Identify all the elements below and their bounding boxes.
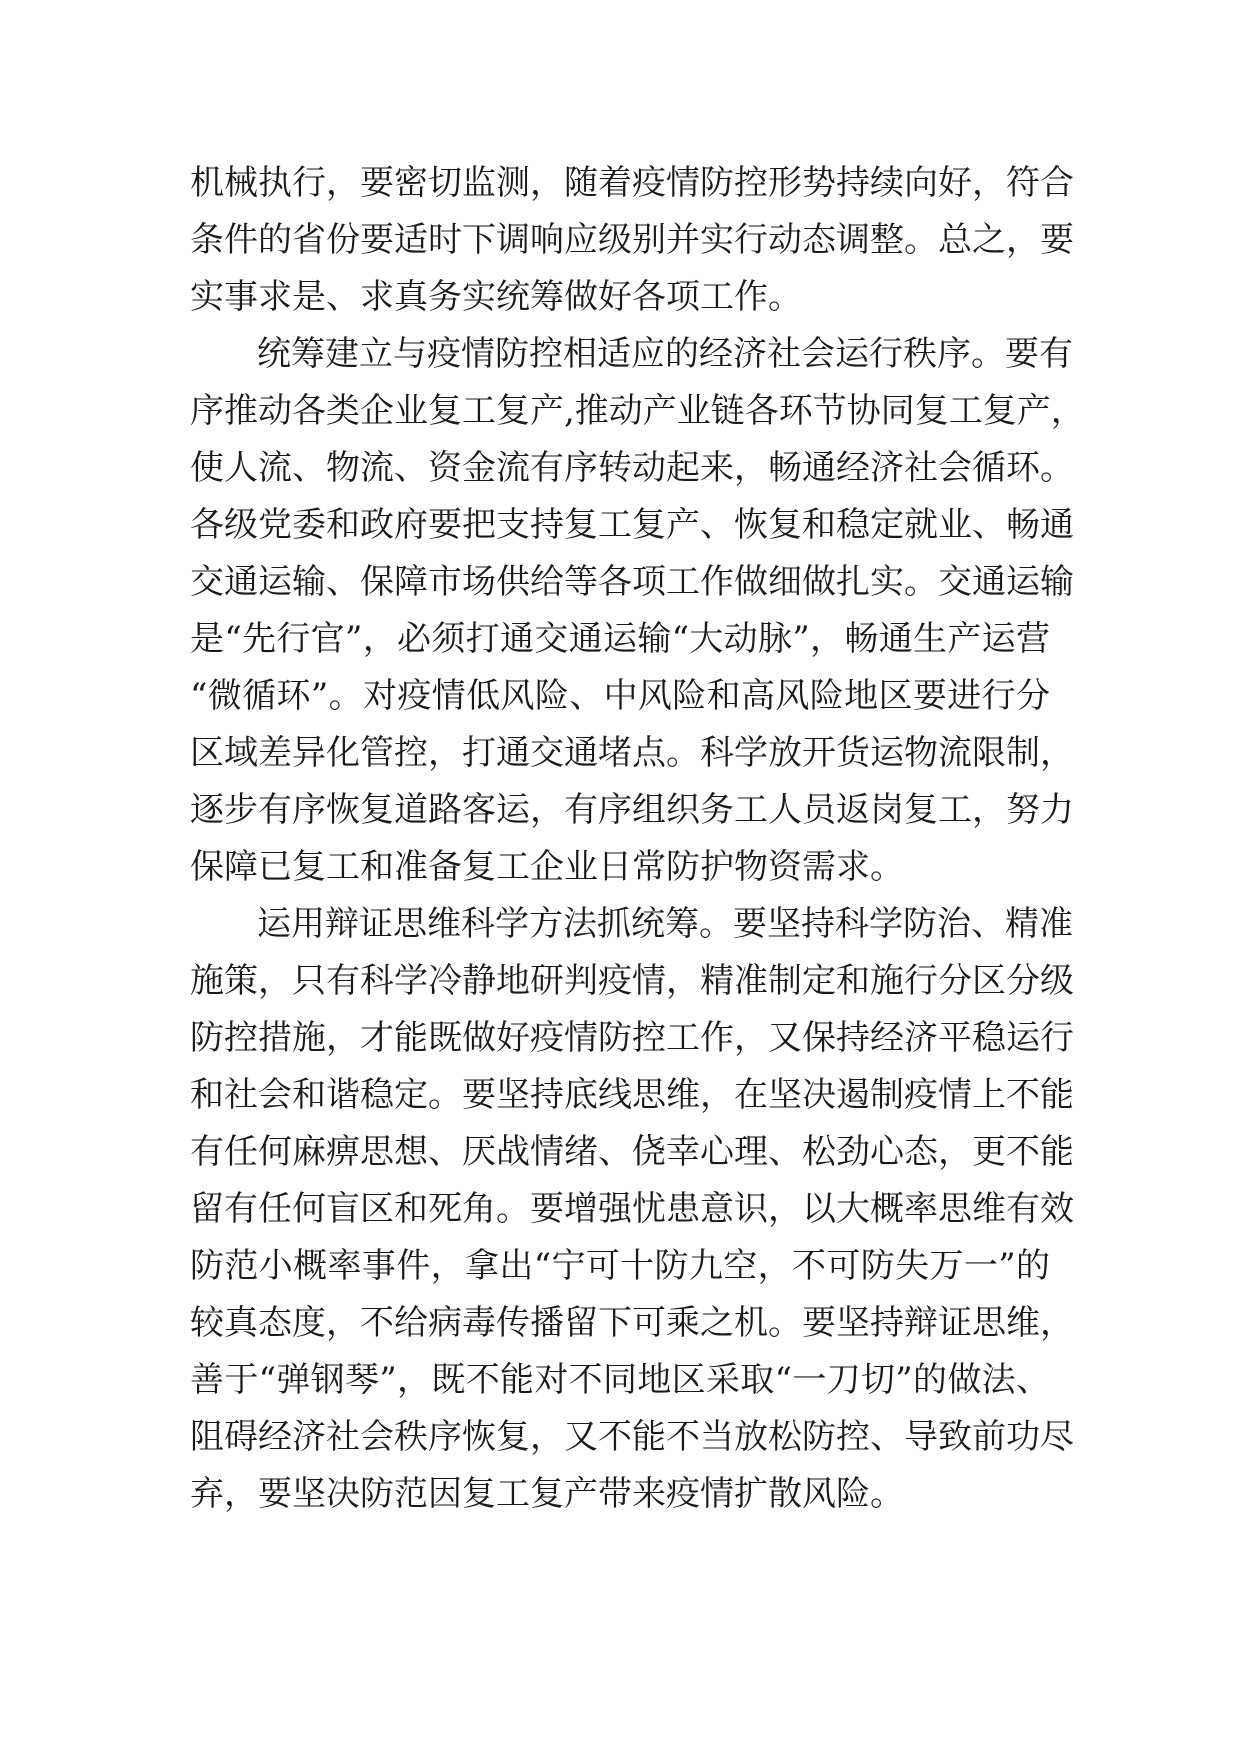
text-line: 和社会和谐稳定。要坚持底线思维，在坚决遏制疫情上不能 bbox=[190, 1075, 1074, 1115]
text-line: 逐步有序恢复道路客运，有序组织务工人员返岗复工，努力 bbox=[190, 790, 1074, 830]
text-line: 使人流、物流、资金流有序转动起来，畅通经济社会循环。 bbox=[190, 448, 1074, 488]
text-line: 条件的省份要适时下调响应级别并实行动态调整。总之，要 bbox=[190, 220, 1074, 260]
text-line: 有任何麻痹思想、厌战情绪、侥幸心理、松劲心态，更不能 bbox=[190, 1132, 1074, 1172]
text-line: 交通运输、保障市场供给等各项工作做细做扎实。交通运输 bbox=[190, 562, 1074, 602]
text-line: 各级党委和政府要把支持复工复产、恢复和稳定就业、畅通 bbox=[190, 505, 1074, 545]
text-line: “微循环”。对疫情低风险、中风险和高风险地区要进行分 bbox=[190, 676, 1050, 716]
text-line: 防控措施，才能既做好疫情防控工作，又保持经济平稳运行 bbox=[190, 1018, 1074, 1058]
text-line: 较真态度，不给病毒传播留下可乘之机。要坚持辩证思维， bbox=[190, 1303, 1074, 1343]
text-line: 防范小概率事件，拿出“宁可十防九空，不可防失万一”的 bbox=[190, 1246, 1050, 1286]
text-line: 施策，只有科学冷静地研判疫情，精准制定和施行分区分级 bbox=[190, 961, 1074, 1001]
text-line: 区域差异化管控，打通交通堵点。科学放开货运物流限制， bbox=[190, 733, 1074, 773]
text-line: 弃，要坚决防范因复工复产带来疫情扩散风险。 bbox=[190, 1474, 904, 1514]
text-line: 是“先行官”，必须打通交通运输“大动脉”，畅通生产运营 bbox=[190, 619, 1050, 659]
text-line: 机械执行，要密切监测，随着疫情防控形势持续向好，符合 bbox=[190, 163, 1074, 203]
text-line: 序推动各类企业复工复产,推动产业链各环节协同复工复产， bbox=[190, 391, 1085, 431]
text-line: 留有任何盲区和死角。要增强忧患意识，以大概率思维有效 bbox=[190, 1189, 1074, 1229]
text-line: 阻碍经济社会秩序恢复，又不能不当放松防控、导致前功尽 bbox=[190, 1417, 1074, 1457]
text-line: 善于“弹钢琴”，既不能对不同地区采取“一刀切”的做法、 bbox=[190, 1360, 1050, 1400]
paragraph-first-line: 统筹建立与疫情防控相适应的经济社会运行秩序。要有 bbox=[257, 334, 1073, 374]
text-line: 保障已复工和准备复工企业日常防护物资需求。 bbox=[190, 847, 904, 887]
text-line: 实事求是、求真务实统筹做好各项工作。 bbox=[190, 277, 802, 317]
paragraph-first-line: 运用辩证思维科学方法抓统筹。要坚持科学防治、精准 bbox=[257, 904, 1073, 944]
